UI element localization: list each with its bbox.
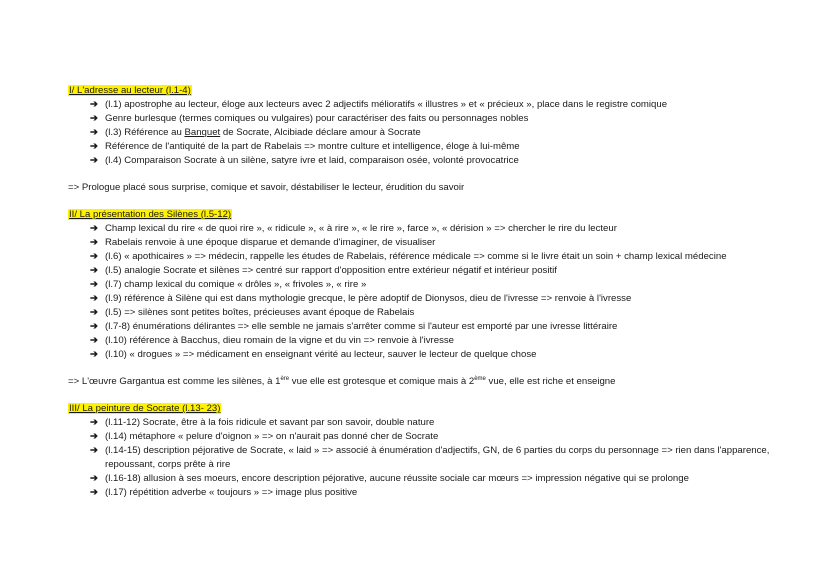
list-item: ➔ (l.14) métaphore « pelure d'oignon » => on n'aurait pas donné cher de Socrate bbox=[90, 431, 439, 442]
arrow-icon: ➔ bbox=[90, 473, 99, 484]
arrow-icon: ➔ bbox=[90, 223, 99, 234]
list-item: ➔ Genre burlesque (termes comiques ou vulgaires) pour caractériser des faits ou personnages nobles bbox=[90, 113, 529, 124]
list-item: ➔ (l.5) analogie Socrate et silènes => centré sur rapport d'opposition entre extérieur négatif et intérieur positif bbox=[90, 265, 557, 276]
section-2-bullets bbox=[68, 222, 808, 362]
list-item: ➔ (l.16-18) allusion à ses moeurs, encore description péjorative, aucune réussite sociale car mœurs => impression négative qui se prolonge bbox=[90, 473, 689, 484]
list-item: ➔ (l.9) référence à Silène qui est dans mythologie grecque, le père adoptif de Dionysos, dieu de l'ivresse => renvoie à l'ivresse bbox=[90, 293, 632, 304]
list-item: ➔ (l.6) « apothicaires » => médecin, rappelle les études de Rabelais, référence médicale => comme si le livre était un soin + champ lexical médecine bbox=[90, 251, 727, 262]
arrow-icon: ➔ bbox=[90, 307, 99, 318]
list-item: ➔ (l.3) Référence au Banquet de Socrate, Alcibiade déclare amour à Socrate bbox=[90, 127, 421, 138]
list-item: ➔ (l.7-8) énumérations délirantes => elle semble ne jamais s'arrêter comme si l'auteur est emporté par une ivresse littéraire bbox=[90, 321, 618, 332]
banquet-title: Banquet bbox=[184, 127, 221, 138]
list-item: ➔ (l.10) « drogues » => médicament en enseignant vérité au lecteur, sauver le lecteur de quelque chose bbox=[90, 349, 537, 360]
list-item: ➔ (l.10) référence à Bacchus, dieu romain de la vigne et du vin => renvoie à l'ivresse bbox=[90, 335, 454, 346]
list-item: ➔ (l.7) champ lexical du comique « drôles », « frivoles », « rire » bbox=[90, 279, 367, 290]
arrow-icon: ➔ bbox=[90, 293, 99, 304]
list-item: ➔ (l.1) apostrophe au lecteur, éloge aux lecteurs avec 2 adjectifs mélioratifs « illustres » et « précieux », place dans le registre comique bbox=[90, 99, 668, 110]
arrow-icon: ➔ bbox=[90, 237, 99, 248]
document bbox=[68, 84, 808, 500]
list-item: ➔ (l.14-15) description péjorative de Socrate, « laid » => associé à énumération d'adjectifs, GN, de 6 parties du corps du personnage => rien dans l'apparence, repoussant, corps prête à rire bbox=[90, 445, 770, 470]
section-3-bullets bbox=[68, 416, 808, 500]
arrow-icon: ➔ bbox=[90, 431, 99, 442]
list-item: ➔ (l.5) => silènes sont petites boîtes, précieuses avant époque de Rabelais bbox=[90, 307, 415, 318]
arrow-icon: ➔ bbox=[90, 251, 99, 262]
list-item: ➔ (l.4) Comparaison Socrate à un silène, satyre ivre et laid, comparaison osée, volonté provocatrice bbox=[90, 155, 519, 166]
section-1-bullets bbox=[68, 98, 808, 168]
arrow-icon: ➔ bbox=[90, 349, 99, 360]
arrow-icon: ➔ bbox=[90, 265, 99, 276]
list-item: ➔ Référence de l'antiquité de la part de Rabelais => montre culture et intelligence, éloge à lui-même bbox=[90, 141, 520, 152]
list-item: ➔ (l.17) répétition adverbe « toujours » => image plus positive bbox=[90, 487, 358, 498]
section-heading-3: III/ La peinture de Socrate (l.13- 23) bbox=[69, 403, 221, 414]
section-heading-2: II/ La présentation des Silènes (l.5-12) bbox=[69, 209, 232, 220]
arrow-icon: ➔ bbox=[90, 99, 99, 110]
list-item: ➔ (l.11-12) Socrate, être à la fois ridicule et savant par son savoir, double nature bbox=[90, 417, 435, 428]
arrow-icon: ➔ bbox=[90, 279, 99, 290]
arrow-icon: ➔ bbox=[90, 141, 99, 152]
arrow-icon: ➔ bbox=[90, 321, 99, 332]
arrow-icon: ➔ bbox=[90, 127, 99, 138]
list-item: ➔ Rabelais renvoie à une époque disparue et demande d'imaginer, de visualiser bbox=[90, 237, 436, 248]
arrow-icon: ➔ bbox=[90, 445, 99, 456]
section-1-summary: => Prologue placé sous surprise, comique et savoir, déstabiliser le lecteur, érudition du savoir bbox=[68, 182, 465, 193]
arrow-icon: ➔ bbox=[90, 335, 99, 346]
section-2-summary: => L'œuvre Gargantua est comme les silènes, à 1ère vue elle est grotesque et comique mais à 2ème vue, elle est riche et enseigne bbox=[68, 376, 616, 387]
arrow-icon: ➔ bbox=[90, 113, 99, 124]
arrow-icon: ➔ bbox=[90, 155, 99, 166]
arrow-icon: ➔ bbox=[90, 487, 99, 498]
section-heading-1: I/ L'adresse au lecteur (l.1-4) bbox=[69, 85, 191, 96]
arrow-icon: ➔ bbox=[90, 417, 99, 428]
list-item: ➔ Champ lexical du rire « de quoi rire », « ridicule », « à rire », « le rire », farce », « dérision » => chercher le rire du lecteur bbox=[90, 223, 617, 234]
